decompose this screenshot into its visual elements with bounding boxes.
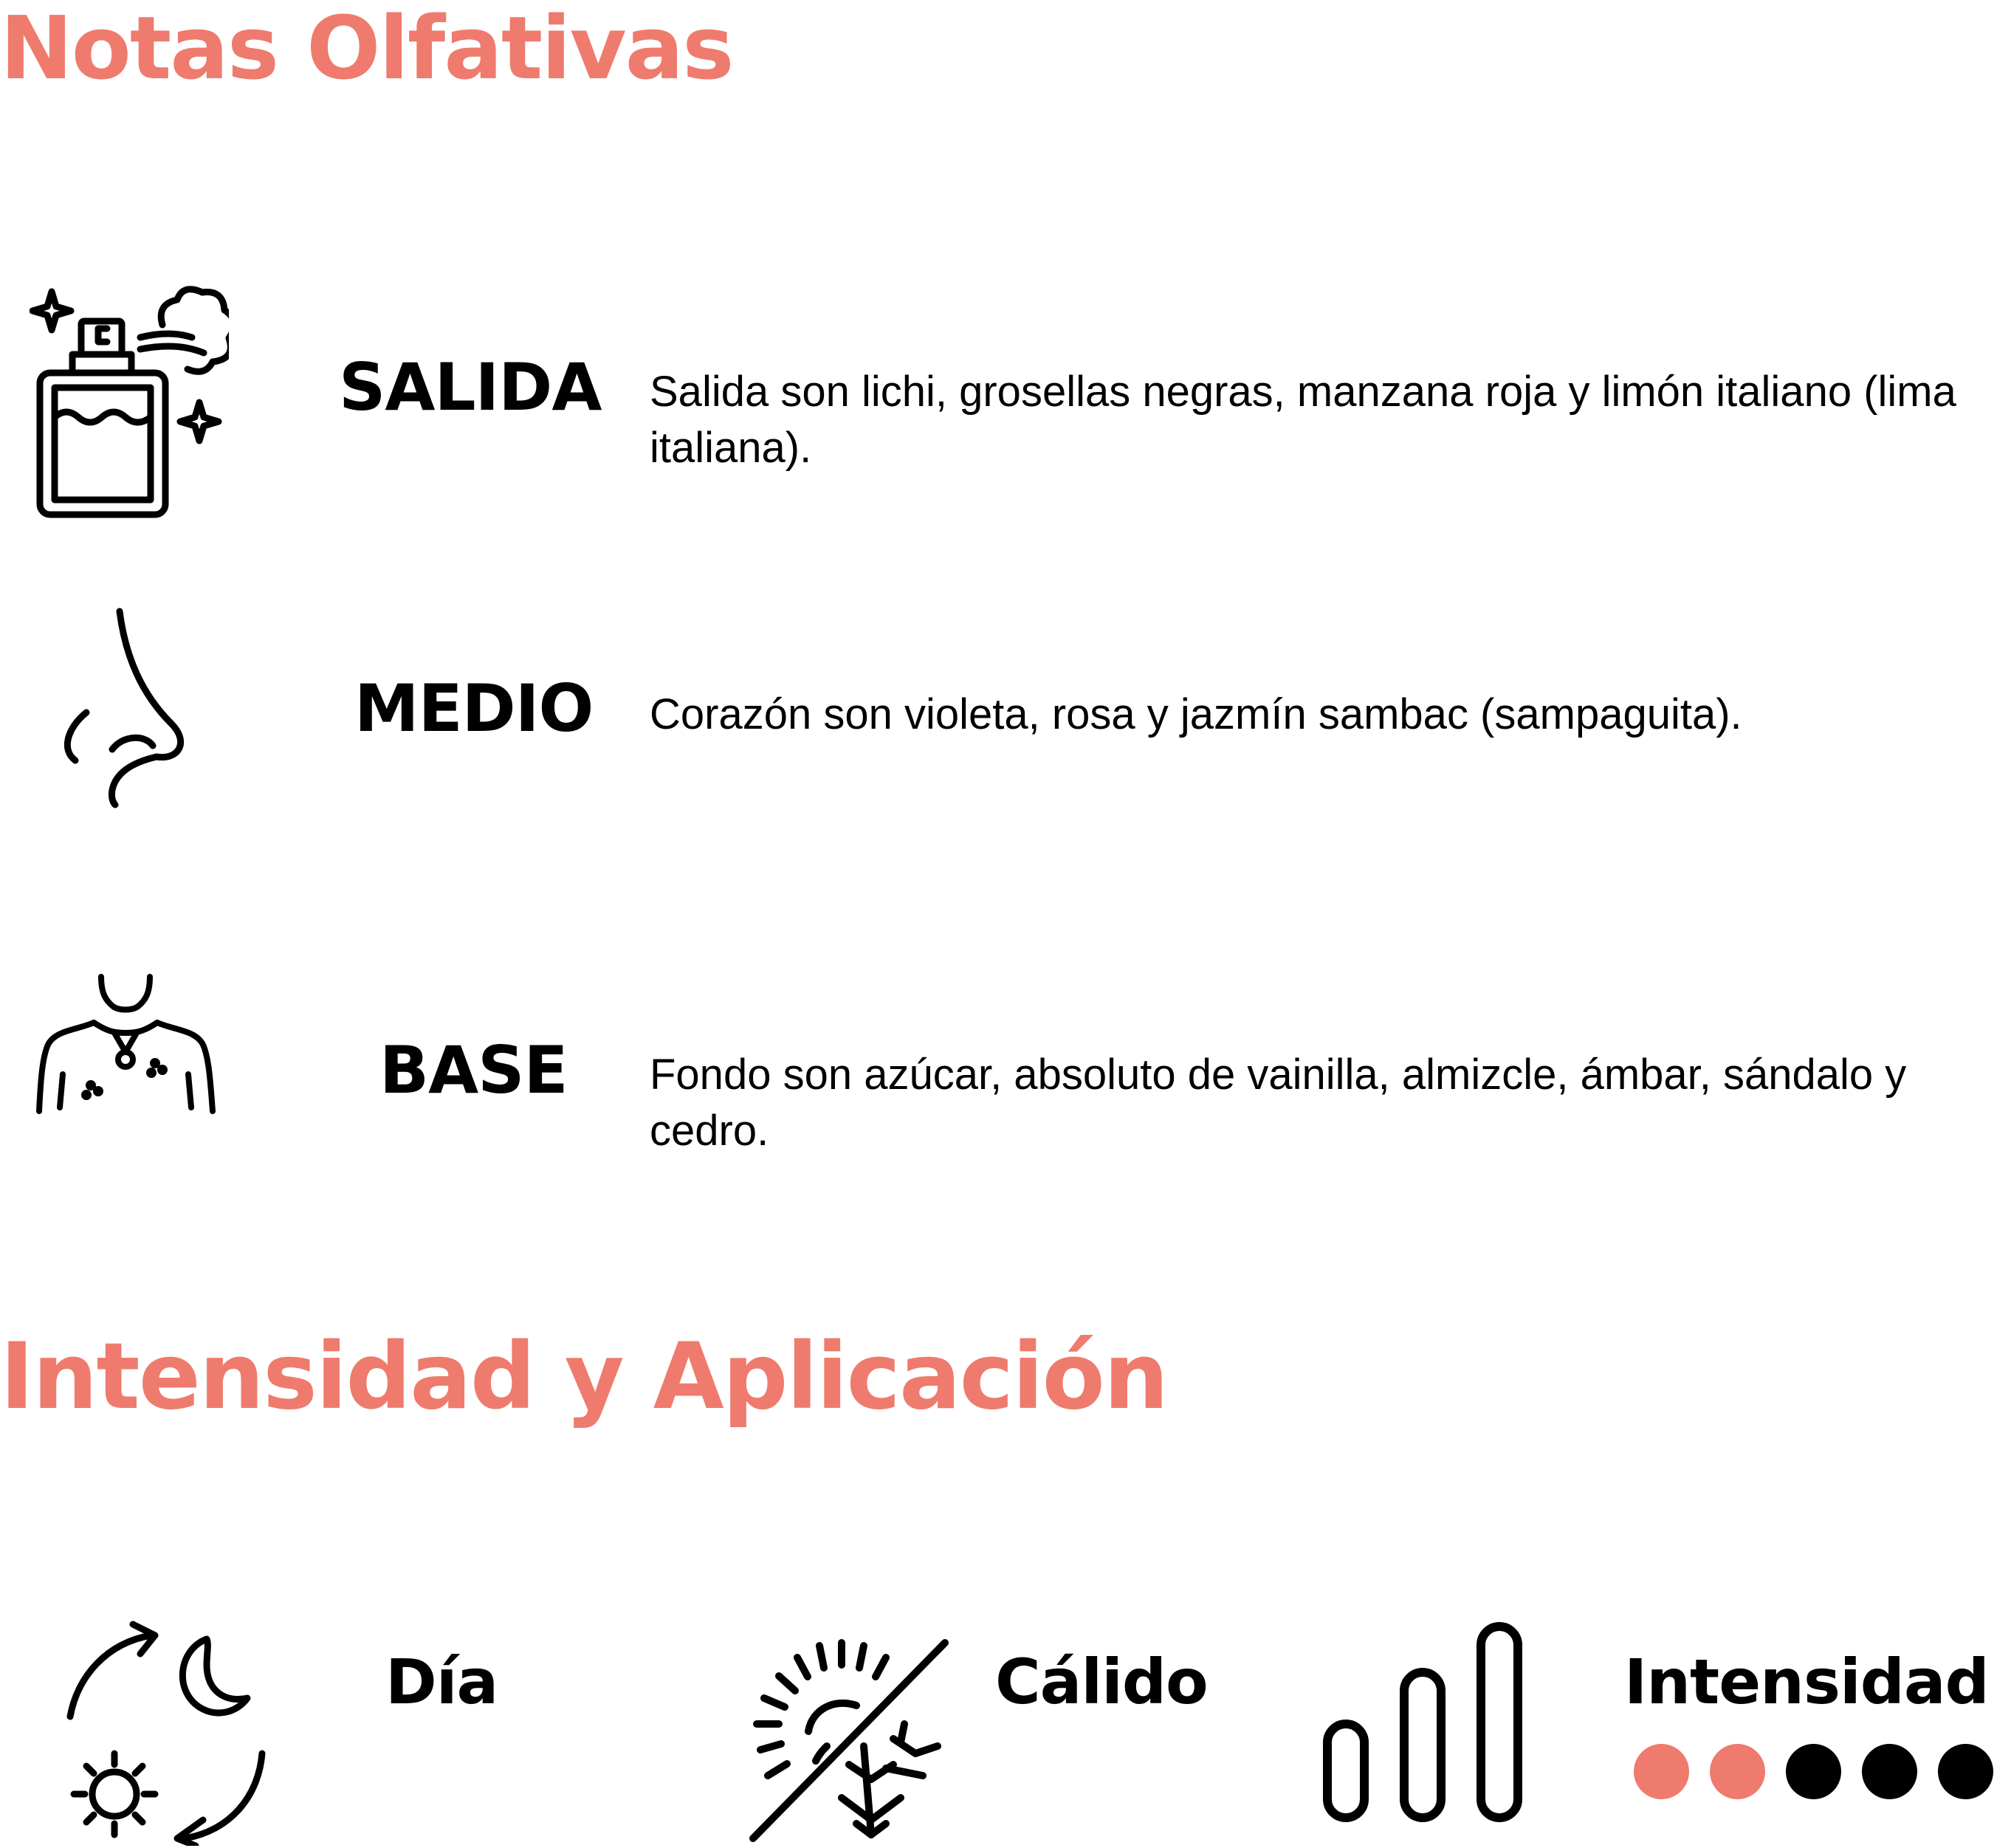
- calido-label: Cálido: [995, 1646, 1208, 1718]
- base-label: BASE: [379, 1032, 568, 1108]
- perfume-spray-icon: [30, 284, 229, 521]
- day-night-cycle-icon: [59, 1621, 273, 1846]
- intensity-rating: [1634, 1744, 1993, 1799]
- salida-description: Salida son lichi, grosellas negras, manzana roja y limón italiano (lima italiana).: [650, 368, 1956, 472]
- intensity-dot-filled: [1710, 1744, 1765, 1799]
- intensidad-label: Intensidad: [1624, 1646, 1989, 1718]
- intensity-dot-empty: [1786, 1744, 1841, 1799]
- neck-shoulders-icon: [33, 971, 218, 1119]
- intensity-dot-filled: [1634, 1744, 1689, 1799]
- nose-icon: [61, 605, 190, 808]
- base-description: Fondo son azúcar, absoluto de vainilla, almizcle, ámbar, sándalo y cedro.: [650, 1051, 1907, 1155]
- intensidad-aplicacion-title: Intensidad y Aplicación: [0, 1324, 1168, 1430]
- intensity-dot-empty: [1862, 1744, 1917, 1799]
- intensity-bars-icon: [1321, 1621, 1524, 1824]
- notas-olfativas-title: Notas Olfativas: [0, 0, 733, 99]
- medio-description: Corazón son violeta, rosa y jazmín sambac (sampaguita).: [650, 690, 1742, 738]
- medio-label: MEDIO: [354, 670, 594, 746]
- intensity-dot-empty: [1938, 1744, 1993, 1799]
- salida-label: SALIDA: [339, 349, 602, 425]
- warm-not-cold-icon: [746, 1635, 952, 1846]
- dia-label: Día: [385, 1646, 498, 1718]
